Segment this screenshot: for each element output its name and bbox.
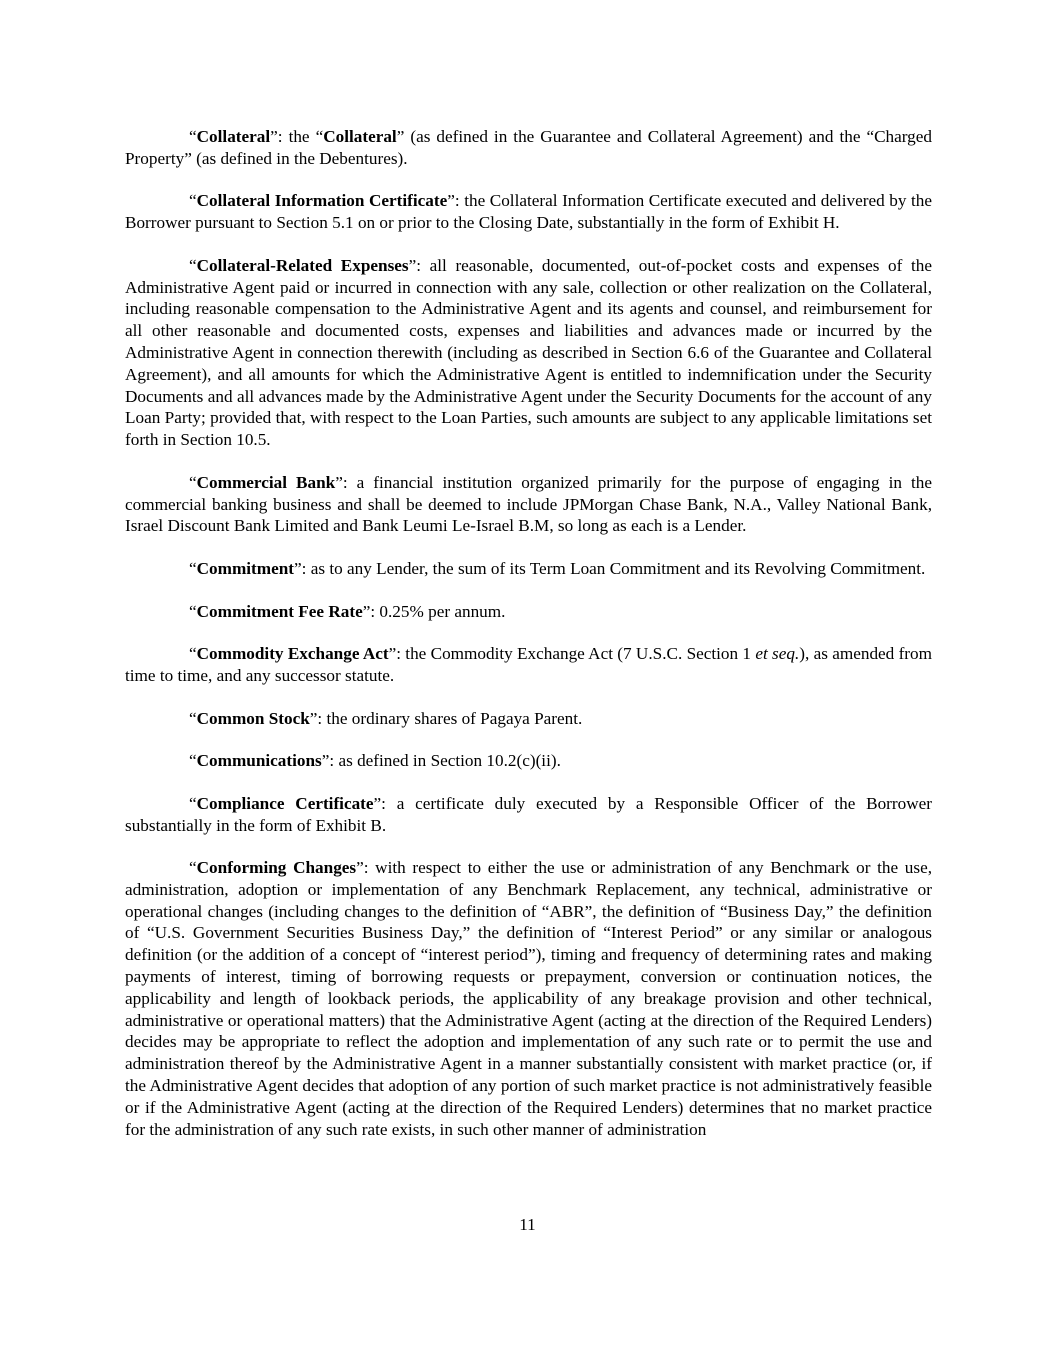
definition-commitment-fee-rate: [125, 601, 932, 623]
definition-text-before: ”: the Commodity Exchange Act (7 U.S.C. Section 1: [388, 644, 756, 664]
open-quote: “: [189, 601, 197, 621]
open-quote: “: [189, 255, 197, 275]
defined-term: Commitment Fee Rate: [196, 601, 363, 621]
definition-common-stock: [125, 708, 932, 730]
definition-commercial-bank: [125, 472, 932, 537]
definitions-list: [125, 126, 932, 1161]
open-quote: “: [189, 127, 197, 146]
defined-term: Collateral Information Certificate: [196, 191, 448, 211]
definition-collateral-information-certificate: [125, 190, 932, 234]
definition-collateral-related-expenses: [125, 255, 932, 451]
open-quote: “: [189, 858, 197, 878]
definition-text: ”: a financial institution organized primarily for the purpose of engaging in the commercial banking business and shall be deemed to include JPMorgan Chase Bank, N.A., Valley National Bank, Israel Discount Bank Limited and Bank Leumi Le-Israel B.M, so long as each is a Lender.: [125, 472, 932, 536]
open-quote: “: [189, 558, 197, 578]
definition-collateral: [125, 126, 932, 170]
definition-commitment: [125, 558, 932, 580]
open-quote: “: [189, 708, 197, 728]
defined-term-secondary: Collateral: [323, 127, 397, 146]
definition-text: ”: all reasonable, documented, out-of-pocket costs and expenses of the Administrative Agent paid or incurred in connection with any sale, collection or other realization on the Collateral, including reasonable compensation to the Administrative Agent and its agents and counsel, and reimbursement for all other reasonable and documented costs, expenses and liabilities and advances made or incurred by the Administrative Agent in connection therewith (including as described in Section 6.6 of the Guarantee and Collateral Agreement), and all amounts for which the Administrative Agent is entitled to indemnification under the Security Documents and all advances made by the Administrative Agent under the Security Documents for the account of any Loan Party; provided that, with respect to the Loan Parties, such amounts are subject to any applicable limitations set forth in Section 10.5.: [125, 255, 932, 450]
definition-text: ”: the ordinary shares of Pagaya Parent.: [309, 708, 583, 728]
definition-text: ”: as to any Lender, the sum of its Term Loan Commitment and its Revolving Commitment.: [294, 558, 926, 578]
open-quote: “: [189, 191, 197, 211]
definition-compliance-certificate: [125, 793, 932, 837]
definition-communications: [125, 750, 932, 772]
defined-term: Conforming Changes: [196, 858, 357, 878]
defined-term: Collateral-Related Expenses: [196, 255, 409, 275]
definition-text: ), as amended from time to time, and any successor statute.: [125, 644, 932, 685]
defined-term: Commitment: [196, 558, 295, 578]
defined-term: Commercial Bank: [196, 472, 336, 492]
open-quote: “: [189, 644, 197, 664]
page-number: 11: [519, 1215, 536, 1234]
definition-commodity-exchange-act: [125, 643, 932, 687]
open-quote: “: [189, 751, 197, 771]
italic-citation: et seq.: [755, 644, 800, 664]
defined-term: Common Stock: [196, 708, 310, 728]
definition-conforming-changes: [125, 857, 932, 1140]
open-quote: “: [189, 793, 197, 813]
defined-term: Collateral: [196, 127, 271, 146]
defined-term: Communications: [196, 751, 322, 771]
definition-text: ”: a certificate duly executed by a Responsible Officer of the Borrower substantially in the form of Exhibit B.: [125, 793, 932, 835]
defined-term: Compliance Certificate: [196, 793, 374, 813]
definition-text: ”: 0.25% per annum.: [362, 601, 506, 621]
definition-text: ”: with respect to either the use or administration of any Benchmark or the use, administration, adoption or implementation of any Benchmark Replacement, any technical, administrative or operational changes (including changes to the definition of “ABR”, the definition of “Business Day,” the definition of “U.S. Government Securities Business Day,” the definition of “Interest Period” or any similar or analogous definition (or the addition of a concept of “interest period”), timing and frequency of determining rates and making payments of interest, timing of borrowing requests or prepayment, conversion or continuation notices, the applicability and length of lookback periods, the applicability of any breakage provision and other technical, administrative or operational matters) that the Administrative Agent (acting at the direction of the Required Lenders) decides may be appropriate to reflect the adoption and implementation of any such rate or to permit the use and administration thereof by the Administrative Agent in a manner substantially consistent with market practice (or, if the Administrative Agent decides that adoption of any portion of such market practice is not administratively feasible or if the Administrative Agent (acting at the direction of the Required Lenders) determines that no market practice for the administration of any such rate exists, in such other manner of administration: [125, 858, 932, 1139]
definition-text: ”: the Collateral Information Certificate executed and delivered by the Borrower pursuant to Section 5.1 on or prior to the Closing Date, substantially in the form of Exhibit H.: [125, 191, 933, 233]
defined-term: Commodity Exchange Act: [196, 644, 389, 664]
definition-text: ” (as defined in the Guarantee and Collateral Agreement) and the “Charged Property” (as defined in the Debentures).: [125, 127, 933, 168]
definition-text-before: ”: the “: [270, 127, 324, 146]
definition-text: ”: as defined in Section 10.2(c)(ii).: [321, 751, 561, 771]
open-quote: “: [189, 472, 197, 492]
